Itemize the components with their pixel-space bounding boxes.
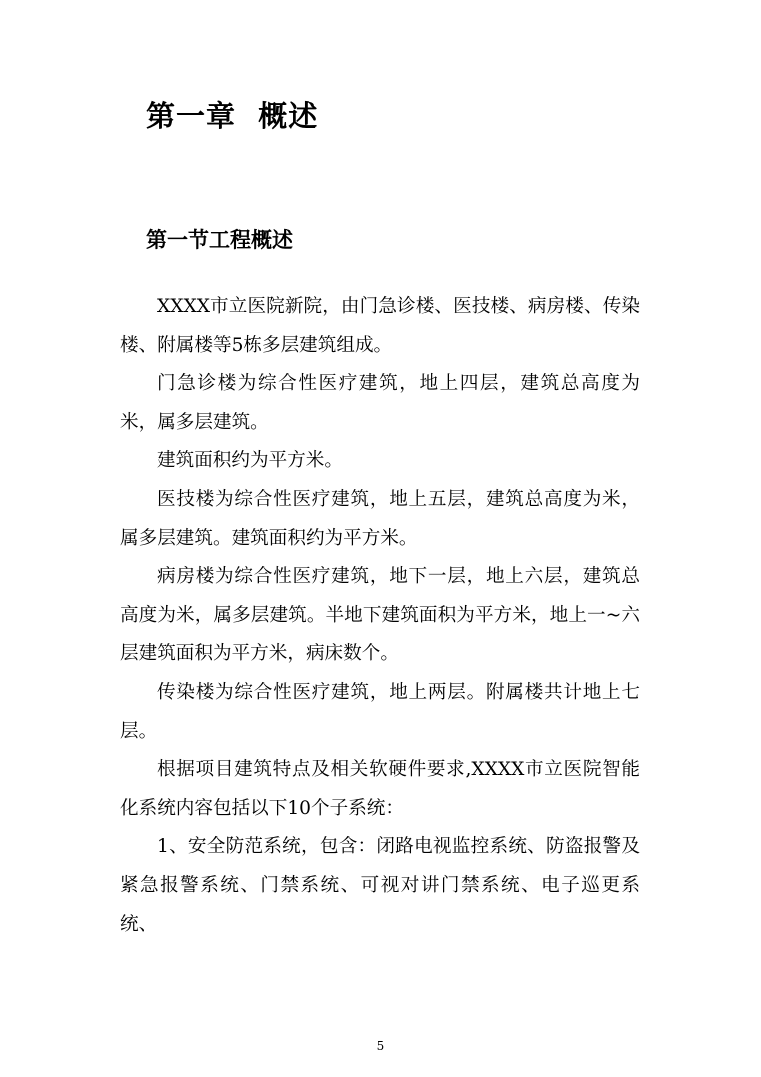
paragraph-intelligent-systems: 根据项目建筑特点及相关软硬件要求,XXXX市立医院智能化系统内容包括以下10个子系统：: [120, 759, 640, 819]
body-text: [120, 288, 640, 944]
paragraph-outpatient-building: 门急诊楼为综合性医疗建筑，地上四层，建筑总高度为米，属多层建筑。: [120, 373, 640, 433]
chapter-title: 第一章 概述: [146, 99, 319, 133]
paragraph-infectious-annex-building: 传染楼为综合性医疗建筑，地上两层。附属楼共计地上七层。: [120, 681, 640, 742]
paragraph-medical-tech-building: 医技楼为综合性医疗建筑，地上五层，建筑总高度为米，属多层建筑。建筑面积约为平方米。: [120, 488, 640, 549]
paragraph-outpatient-area: 建筑面积约为平方米。: [157, 450, 343, 472]
paragraph-overview: XXXX市立医院新院，由门急诊楼、医技楼、病房楼、传染楼、附属楼等5栋多层建筑组成。: [120, 296, 640, 356]
page-number: 5: [376, 1039, 385, 1053]
section-title: 第一节工程概述: [146, 227, 293, 252]
paragraph-ward-building: 病房楼为综合性医疗建筑，地下一层，地上六层，建筑总高度为米，属多层建筑。半地下建筑面积为平方米，地上一~六层建筑面积为平方米，病床数个。: [120, 566, 640, 665]
paragraph-security-system: 1、安全防范系统，包含：闭路电视监控系统、防盗报警及紧急报警系统、门禁系统、可视对讲门禁系统、电子巡更系统、: [120, 836, 640, 935]
